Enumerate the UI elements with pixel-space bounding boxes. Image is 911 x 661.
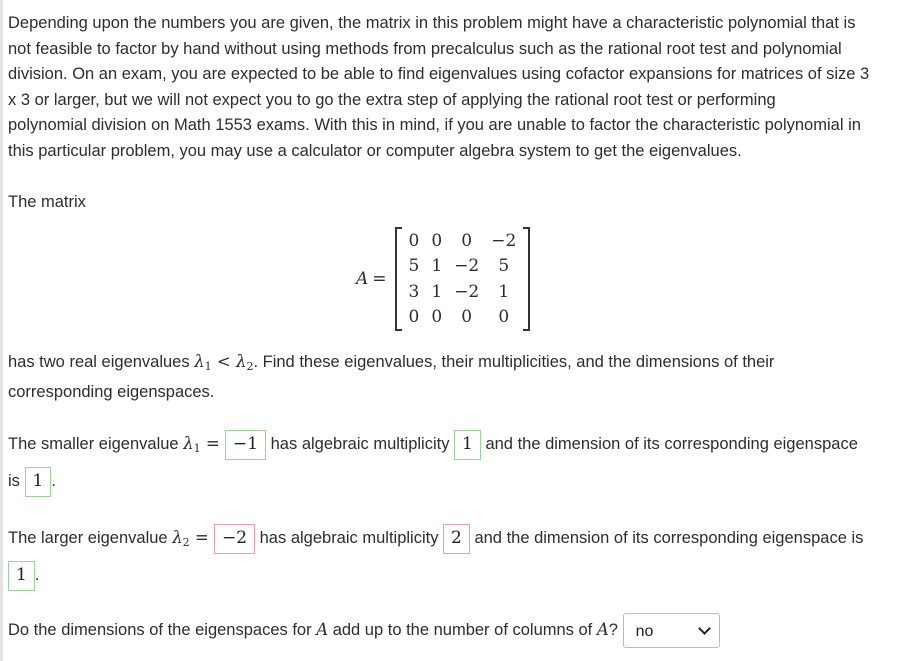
matrix-cell: 0 — [431, 307, 443, 328]
matrix-cell: 0 — [431, 230, 443, 251]
smaller-eigenvalue-input[interactable]: −1 — [225, 430, 266, 460]
matrix-label: The matrix — [8, 193, 86, 211]
intro-line: x 3 or larger, but we will not expect you to go the extra step of applying the rational root test or performing — [8, 90, 776, 109]
question-text: has two real eigenvalues $\lambda_1 < \lambda_2$. Find these eigenvalues, their multiplicities, and the dimensions of their corresponding eigenspaces. — [8, 352, 775, 401]
matrix-cell: 1 — [498, 281, 510, 302]
final-question: Do the dimensions of the eigenspaces for A add up to the number of columns of A? no — [8, 612, 720, 648]
intro-line: division. On an exam, you are expected to be able to find eigenvalues using cofactor expansions for matrices of size 3 — [8, 65, 870, 83]
matrix-cell: 1 — [431, 281, 443, 302]
intro-paragraph — [8, 11, 869, 164]
matrix-cell: 1 — [431, 256, 443, 277]
matrix-cell: 5 — [408, 256, 420, 277]
matrix-cell: 5 — [498, 256, 510, 277]
matrix-equation — [356, 227, 530, 331]
matrix-cell: 0 — [498, 307, 510, 328]
chevron-down-icon — [698, 622, 711, 635]
smaller-dimension-input[interactable]: 1 — [25, 467, 52, 497]
matrix-cell: −2 — [491, 230, 517, 251]
matrix-brackets — [395, 227, 531, 331]
matrix-name: A = — [356, 269, 387, 289]
matrix-cell: 0 — [461, 230, 473, 251]
intro-line: this particular problem, you may use a calculator or computer algebra system to get the eigenvalues. — [8, 141, 742, 160]
matrix-cell: −2 — [454, 281, 480, 302]
matrix-row-3 — [403, 279, 523, 305]
left-edge-divider — [0, 0, 3, 661]
matrix-cell: 0 — [461, 307, 473, 328]
select-value: no — [635, 623, 654, 641]
smaller-multiplicity-input[interactable]: 1 — [454, 430, 481, 460]
matrix-cell: 3 — [408, 281, 420, 302]
matrix-cell: 0 — [408, 307, 420, 328]
larger-eigenvalue-question: The larger eigenvalue $\lambda_2 = -2$ has algebraic multiplicity 2 and the dimension of its corresponding eigenspace is 1 . — [8, 521, 863, 592]
matrix-cell: 0 — [408, 230, 420, 251]
intro-line: polynomial division on Math 1553 exams. With this in mind, if you are unable to factor the characteristic polynomial in — [8, 116, 861, 134]
matrix-entries — [403, 228, 523, 330]
intro-line: Depending upon the numbers you are given, the matrix in this problem might have a characteristic polynomial that is — [8, 14, 856, 32]
matrix-row-2 — [403, 254, 523, 280]
larger-multiplicity-input[interactable]: 2 — [443, 524, 470, 554]
larger-eigenvalue-input[interactable]: −2 — [214, 524, 255, 554]
intro-line: not feasible to factor by hand without using methods from precalculus such as the rational root test and polynomial — [8, 39, 842, 58]
eigenspace-sum-select[interactable] — [623, 613, 720, 648]
matrix-row-4 — [403, 305, 523, 331]
matrix-row-1 — [403, 228, 523, 254]
smaller-eigenvalue-question: The smaller eigenvalue $\lambda_1 = -1$ has algebraic multiplicity 1 and the dimension of its corresponding eigenspace is 1 . — [8, 427, 858, 498]
larger-dimension-input[interactable]: 1 — [8, 561, 35, 591]
matrix-cell: −2 — [454, 256, 480, 277]
